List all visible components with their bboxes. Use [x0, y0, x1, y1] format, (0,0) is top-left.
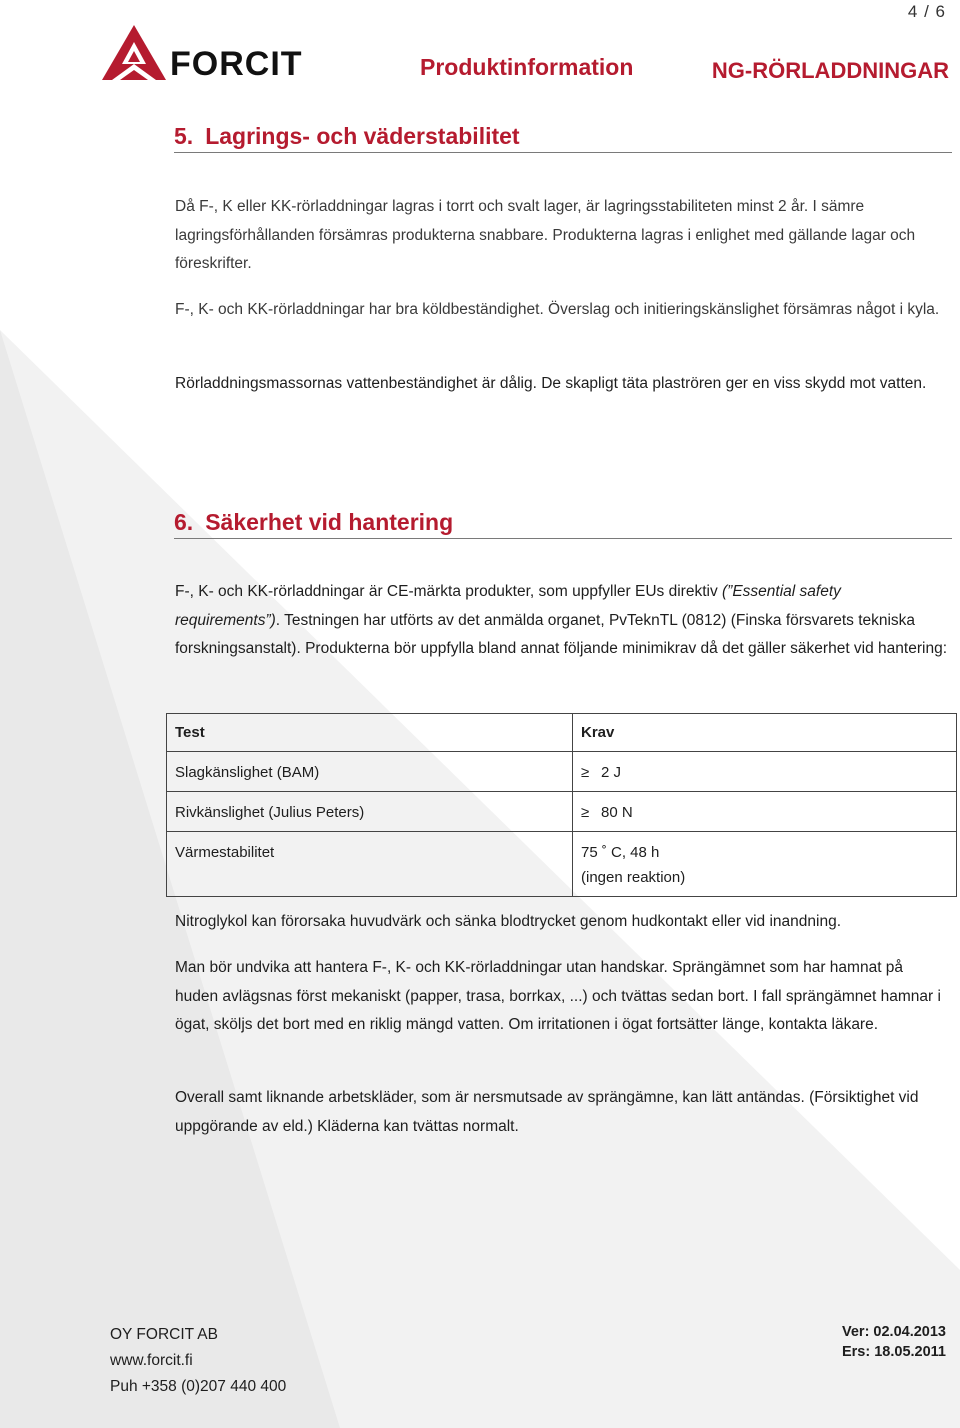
table-cell-test: Värmestabilitet — [167, 832, 573, 897]
logo-triangle-icon — [102, 24, 172, 84]
forcit-logo — [102, 24, 354, 84]
section-6-heading — [174, 508, 952, 539]
section-6-number: 6. — [174, 509, 194, 535]
footer-version: Ver: 02.04.2013 — [841, 1324, 946, 1340]
intro-text-continued: . Testningen har utförts av det anmälda organet, PvTeknTL (0812) (Finska försvarets tekniska forskningsanstalt). Produkterna bör uppfylla bland annat följande minimikrav då det gäller säkerhet vid hantering: — [175, 611, 947, 657]
requirement-value: 80 N — [601, 804, 633, 821]
footer-website-link[interactable]: www.forcit.fi — [110, 1352, 193, 1369]
greater-equal-symbol: ≥ — [581, 804, 590, 821]
footer-contact — [110, 1322, 286, 1400]
footer-replaces: Ers: 18.05.2011 — [841, 1344, 946, 1360]
section-6-paragraph: Man bör undvika att hantera F-, K- och KK-rörladdningar utan handskar. Sprängämnet som har hamnat på huden avlägsnas först mekaniskt (papper, trasa, borrkax, ...) och tvättas sedan bort. I fall sprängämnet hamnar i ögat, sköljs det bort med en riklig mängd vatten. Om irritationen i ögat fortsätter länge, kontakta läkare. — [175, 959, 941, 1033]
section-6-paragraph: Overall samt liknande arbetskläder, som är nersmutsade av sprängämne, kan lätt antändas. (Försiktighet vid uppgörande av eld.) Kläderna kan tvättas normalt. — [175, 1089, 919, 1135]
logo-wordmark: FORCIT — [170, 45, 303, 83]
requirement-note: (ingen reaktion) — [581, 869, 686, 886]
footer-company: OY FORCIT AB — [110, 1326, 218, 1343]
table-cell-test: Rivkänslighet (Julius Peters) — [167, 792, 573, 832]
footer-version-info — [842, 1322, 946, 1362]
header-title: Produktinformation — [420, 54, 634, 80]
table-row — [167, 752, 957, 792]
requirement-value: 2 J — [601, 764, 622, 781]
table-header-cell: Test — [167, 714, 573, 752]
header-product: NG-RÖRLADDNINGAR — [711, 58, 949, 83]
table-cell-test: Slagkänslighet (BAM) — [167, 752, 573, 792]
table-cell-requirement — [573, 792, 957, 832]
table-row — [167, 792, 957, 832]
section-6-intro — [175, 578, 950, 664]
section-5-paragraph: F-, K- och KK-rörladdningar har bra köldbeständighet. Överslag och initieringskänslighet försämras något i kyla. — [175, 301, 940, 318]
greater-equal-symbol: ≥ — [581, 764, 590, 781]
section-5-paragraph: Då F-, K eller KK-rörladdningar lagras i torrt och svalt lager, är lagringsstabiliteten minst 2 år. I sämre lagringsförhållanden försämras produkterna snabbare. Produkterna lagras i enlighet med gällande lagar och föreskrifter. — [175, 198, 916, 272]
requirement-value: 75 ˚ C, 48 h — [581, 844, 660, 861]
section-5-title: Lagrings- och väderstabilitet — [205, 123, 520, 149]
section-5-heading — [174, 122, 952, 153]
table-row — [167, 832, 957, 897]
table-cell-requirement — [573, 832, 957, 897]
table-header-row — [167, 714, 957, 752]
safety-requirements-table — [166, 713, 957, 897]
footer-phone: Puh +358 (0)207 440 400 — [110, 1378, 287, 1395]
table-cell-requirement — [573, 752, 957, 792]
section-6-title: Säkerhet vid hantering — [205, 509, 454, 535]
section-6-paragraph: Nitroglykol kan förorsaka huvudvärk och sänka blodtrycket genom hudkontakt eller vid inandning. — [175, 913, 842, 930]
intro-italic-text: (”Essential safety requirements”) — [175, 583, 841, 629]
section-5-paragraph: Rörladdningsmassornas vattenbeständighet är dålig. De skapligt täta plaströren ger en viss skydd mot vatten. — [175, 375, 927, 392]
page-number: 4 / 6 — [907, 2, 946, 21]
intro-text: F-, K- och KK-rörladdningar är CE-märkta produkter, som uppfyller EUs direktiv — [175, 583, 722, 600]
section-5-number: 5. — [174, 123, 194, 149]
table-header-cell: Krav — [573, 714, 957, 752]
